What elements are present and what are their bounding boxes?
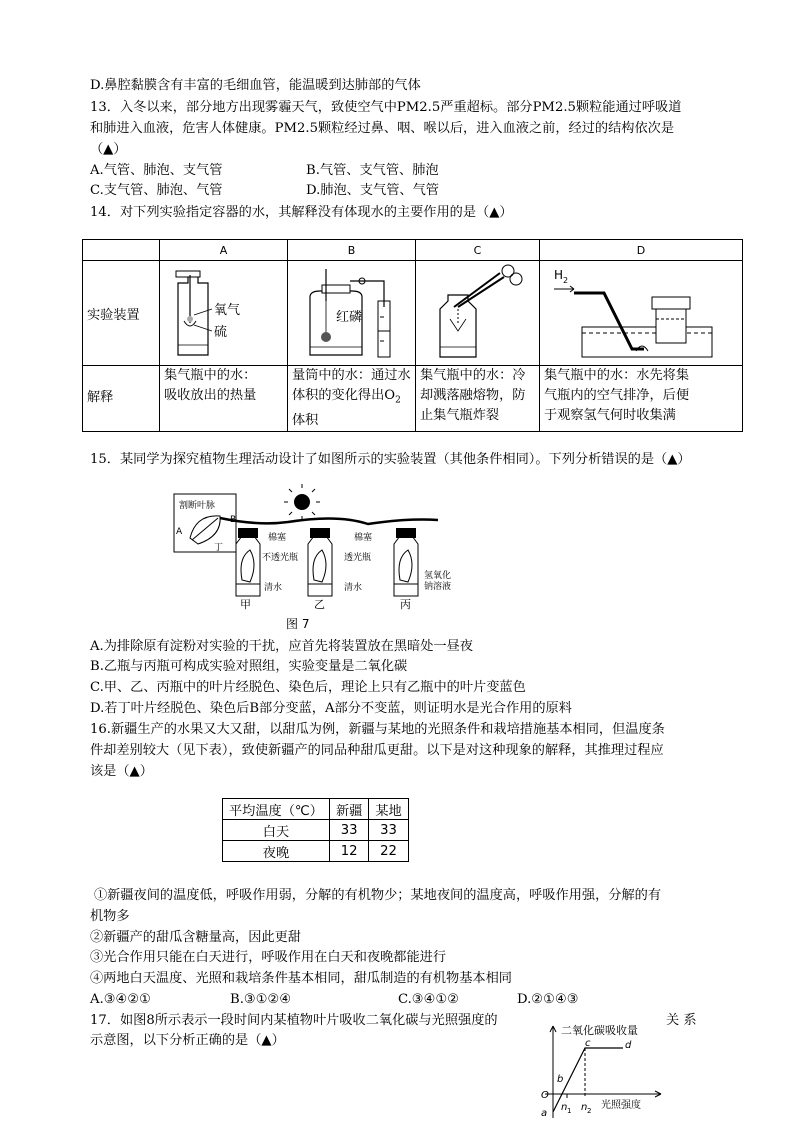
q16-th-temp: 平均温度（℃）: [223, 799, 330, 820]
q15-naoh-1: 氢氧化: [424, 571, 452, 581]
q16-option-b: B.③①②④: [230, 992, 292, 1007]
q14-header-a: A: [160, 240, 288, 261]
q14-header-row: [83, 240, 743, 261]
q13-option-d: D.肺泡、支气管、气管: [306, 183, 439, 198]
q17-graph: [535, 1020, 665, 1120]
q17-n2: n: [581, 1102, 588, 1113]
q15-label-yi: 乙: [314, 598, 325, 611]
bottle-jia: [236, 528, 260, 596]
q15-water-2: 清水: [344, 583, 363, 593]
q16-option-c: C.③④①②: [398, 992, 460, 1007]
q14-explain-b-line3: 体积: [292, 412, 319, 428]
q14-fig-c-cell: [416, 261, 540, 366]
q17-xlabel: 光照强度: [601, 1100, 641, 1111]
q16-cell: 12: [329, 841, 368, 862]
q14-explain-d: [540, 366, 743, 432]
q15-water-1: 清水: [264, 583, 283, 593]
q14-apparatus-row: [83, 261, 743, 366]
q14-explain-b: [288, 366, 416, 432]
q14-fig-c-iron-combustion: [420, 261, 534, 361]
q14-fig-a-cell: [160, 261, 288, 366]
q15-label-b: B: [230, 515, 237, 525]
q16-cell: 夜晚: [223, 841, 330, 862]
q14-explain-d-line3: 于观察氢气何时收集满: [544, 408, 676, 423]
q17-n1: n: [561, 1102, 568, 1113]
q17-n1-sub: 1: [567, 1107, 572, 1115]
bottle-bing: [394, 528, 418, 596]
q13-stem-line1: 13．入冬以来，部分地方出现雾霾天气，致使空气中PM2.5严重超标。部分PM2.5颗粒能通过呼吸道: [90, 100, 682, 115]
q12-option-d: D.鼻腔黏膜含有丰富的毛细血管，能温暖到达肺部的气体: [90, 78, 421, 93]
q13-option-c: C.支气管、肺泡、气管: [90, 183, 223, 198]
q15-caption: 图 7: [286, 617, 310, 631]
q13-stem-line2: 和肺进入血液，危害人体健康。PM2.5颗粒经过鼻、咽、喉以后，进入血液之前，经过的结构依次是: [90, 121, 675, 136]
q14-explain-b-line1: 量筒中的水：通过水: [292, 368, 411, 383]
q14-fig-a-oxygen: 氧气: [214, 303, 241, 318]
q15-figure: [168, 484, 468, 634]
q16-cell: 33: [329, 820, 368, 841]
q16-stem-line3: 该是（▲）: [90, 764, 153, 779]
q14-table: [82, 239, 743, 432]
q15-option-d: D.若丁叶片经脱色、染色后B部分变蓝，A部分不变蓝，则证明水是光合作用的原料: [90, 701, 572, 716]
q16-cell: 33: [369, 820, 408, 841]
q16-table-row: [223, 841, 409, 862]
q14-explain-label: 解释: [83, 366, 160, 432]
q14-explain-c-line3: 止集气瓶炸裂: [420, 408, 500, 423]
q14-explain-d-line2: 气瓶内的空气排净，后便: [544, 388, 690, 403]
q17-origin: O: [541, 1090, 549, 1101]
q14-fig-d-h2: H: [554, 268, 564, 282]
q16-statement-3: ③光合作用只能在白天进行，呼吸作用在白天和夜晚都能进行: [90, 950, 447, 965]
q17-point-b: b: [557, 1074, 564, 1085]
q16-stem-line2: 件却差别较大（见下表），致使新疆产的同品种甜瓜更甜。以下是对这种现象的解释，其推理过程应: [90, 743, 664, 758]
q17-point-c: c: [585, 1038, 591, 1049]
q14-stem: 14．对下列实验指定容器的水，其解释没有体现水的主要作用的是（▲）: [90, 205, 513, 220]
q14-explain-c: [416, 366, 540, 432]
q15-label-jia: 甲: [240, 598, 251, 611]
q13-option-b: B.气管、支气管、肺泡: [306, 163, 439, 178]
q15-label-ding: 丁: [214, 543, 224, 553]
q15-option-b: B.乙瓶与丙瓶可构成实验对照组，实验变量是二氧化碳: [90, 659, 408, 674]
q14-explanation-row: [83, 366, 743, 432]
q13-stem-line3: （▲）: [90, 142, 127, 157]
sun-icon: [294, 494, 310, 510]
q17-n2-sub: 2: [587, 1107, 592, 1115]
q14-fig-b-phosphorus: 红磷: [336, 310, 363, 325]
q14-explain-c-line2: 却溅落融熔物，防: [420, 388, 526, 403]
q14-explain-a-line1: 集气瓶中的水：: [164, 368, 257, 383]
q17-stem-line2: 示意图，以下分析正确的是（▲）: [90, 1033, 285, 1048]
q16-statement-4: ④两地白天温度、光照和栽培条件基本相同，甜瓜制造的有机物基本相同: [90, 971, 512, 986]
q14-explain-d-line1: 集气瓶中的水：水先将集: [544, 368, 690, 383]
q14-fig-d-h2-sub: 2: [563, 276, 569, 285]
q16-statement-1a: ①新疆夜间的温度低，呼吸作用弱，分解的有机物少；某地夜间的温度高，呼吸作用强，分解的有: [94, 888, 662, 903]
q14-explain-b-line2: [292, 386, 411, 411]
q16-table-row: [223, 820, 409, 841]
q16-option-d: D.②①④③: [517, 992, 579, 1007]
q14-explain-c-line1: 集气瓶中的水：冷: [420, 368, 526, 383]
q15-label-bing: 丙: [400, 598, 411, 611]
q14-fig-b-cell: [288, 261, 416, 366]
q16-statement-1b: 机物多: [90, 909, 130, 924]
q16-cell: 22: [369, 841, 408, 862]
q15-opaque-bottle: 不透光瓶: [262, 553, 299, 563]
q16-th-xinjiang: 新疆: [329, 799, 368, 820]
q17-ylabel: 二氧化碳吸收量: [561, 1024, 638, 1037]
q15-cotton-2: 棉塞: [354, 533, 373, 543]
q14-header-empty: [83, 240, 160, 261]
q14-fig-a-sulfur-combustion: [164, 261, 282, 361]
q15-cut-vein: 割断叶脉: [179, 501, 216, 511]
q13-option-a: A.气管、肺泡、支气管: [90, 163, 223, 178]
q15-label-a: A: [176, 527, 183, 537]
q14-explain-a-line2: 吸收放出的热量: [164, 388, 257, 403]
q16-th-other: 某地: [369, 799, 408, 820]
bottle-yi: [308, 528, 332, 596]
flame-icon: [187, 316, 193, 322]
q17-stem-line1-tail: 关 系: [666, 1013, 697, 1028]
q15-option-a: A.为排除原有淀粉对实验的干扰，应首先将装置放在黑暗处一昼夜: [90, 639, 473, 654]
q16-table-header: [223, 799, 409, 820]
q14-fig-d-hydrogen-collection: [544, 261, 737, 361]
q16-statement-2: ②新疆产的甜瓜含糖量高，因此更甜: [90, 930, 301, 945]
q14-fig-a-sulfur: 硫: [214, 325, 228, 340]
q15-transparent-bottle: 透光瓶: [344, 553, 372, 563]
q14-fig-d-cell: [540, 261, 743, 366]
q17-point-d: d: [625, 1040, 632, 1051]
q15-cotton-1: 棉塞: [268, 533, 287, 543]
q14-header-d: D: [540, 240, 743, 261]
q15-option-c: C.甲、乙、丙瓶中的叶片经脱色、染色后，理论上只有乙瓶中的叶片变蓝色: [90, 680, 526, 695]
q17-stem-line1: 17．如图8所示表示一段时间内某植物叶片吸收二氧化碳与光照强度的: [90, 1013, 498, 1028]
q17-point-a: a: [541, 1108, 548, 1119]
q14-explain-a: [160, 366, 288, 432]
q14-explain-b-sub: 2: [395, 395, 401, 406]
q14-header-c: C: [416, 240, 540, 261]
q14-apparatus-label: 实验装置: [83, 261, 160, 366]
q14-explain-b-line2-text: 体积的变化得出O: [292, 388, 396, 403]
q16-stem-line1: 16.新疆生产的水果又大又甜，以甜瓜为例，新疆与某地的光照条件和栽培措施基本相同，但温度条: [90, 722, 665, 737]
q14-header-b: B: [288, 240, 416, 261]
q16-cell: 白天: [223, 820, 330, 841]
q14-fig-b-phosphorus-combustion: [292, 261, 410, 361]
phosphorus-icon: [321, 332, 331, 342]
q15-naoh-2: 钠溶液: [424, 582, 452, 592]
q16-option-a: A.③④②①: [90, 992, 152, 1007]
q15-stem: 15．某同学为探究植物生理活动设计了如图所示的实验装置（其他条件相同）。下列分析错误的是（▲）: [90, 452, 691, 467]
q16-table: [222, 798, 409, 862]
